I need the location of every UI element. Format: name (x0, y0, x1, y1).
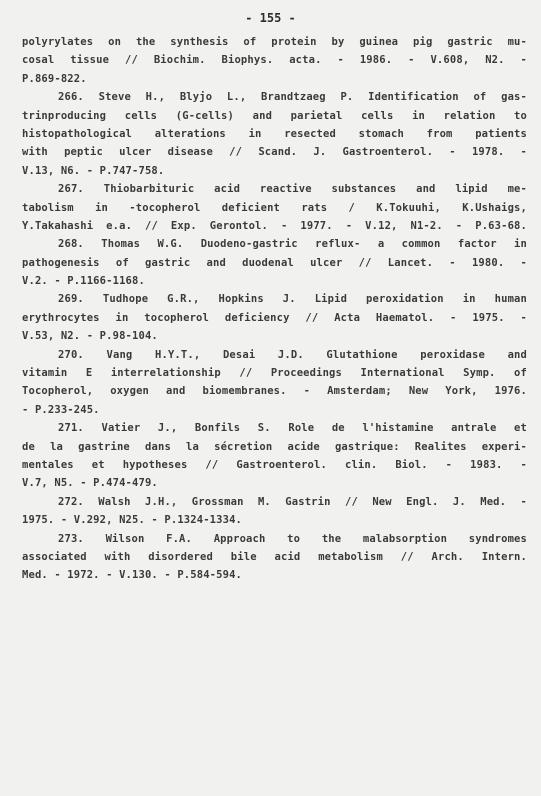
reference-list (22, 33, 527, 585)
reference-item (22, 180, 527, 235)
reference-line: pathogenesis of gastric and duodenal ulcer // Lancet. - 1980. - (22, 256, 527, 269)
reference-item (22, 346, 527, 420)
reference-item (22, 88, 527, 180)
reference-item (22, 530, 527, 585)
reference-line: 270. Vang H.Y.T., Desai J.D. Glutathione peroxidase and (58, 348, 527, 361)
reference-line: - P.233-245. (22, 403, 100, 416)
reference-item-continued (22, 33, 527, 88)
reference-line: 271. Vatier J., Bonfils S. Role de l'histamine antrale et (58, 422, 527, 435)
reference-line: 1975. - V.292, N25. - P.1324-1334. (22, 514, 243, 527)
reference-line: V.7, N5. - P.474-479. (22, 477, 158, 490)
reference-item (22, 493, 527, 530)
reference-line: de la gastrine dans la sécretion acide gastrique: Realites experi- (22, 440, 527, 453)
reference-line: V.2. - P.1166-1168. (22, 275, 145, 288)
reference-item (22, 419, 527, 493)
reference-line: cosal tissue // Biochim. Biophys. acta. - 1986. - V.608, N2. - (22, 54, 527, 67)
reference-line: Med. - 1972. - V.130. - P.584-594. (22, 569, 243, 582)
reference-line: 266. Steve H., Blyjo L., Brandtzaeg P. Identification of gas- (58, 91, 527, 104)
reference-item (22, 290, 527, 345)
reference-line: associated with disordered bile acid metabolism // Arch. Intern. (22, 550, 527, 563)
reference-line: V.13, N6. - P.747-758. (22, 164, 165, 177)
reference-line: 269. Tudhope G.R., Hopkins J. Lipid peroxidation in human (58, 293, 527, 306)
reference-line: polyrylates on the synthesis of protein by guinea pig gastric mu- (22, 36, 527, 48)
reference-line: 273. Wilson F.A. Approach to the malabsorption syndromes (58, 532, 527, 545)
reference-line: tabolism in -tocopherol deficient rats / K.Tokuuhi, K.Ushaigs, (22, 201, 527, 214)
reference-line: mentales et hypotheses // Gastroenterol. clin. Biol. - 1983. - (22, 458, 527, 471)
reference-line: Tocopherol, oxygen and biomembranes. - Amsterdam; New York, 1976. (22, 385, 527, 398)
reference-line: P.869-822. (22, 72, 87, 85)
reference-line: histopathological alterations in resected stomach from patients (22, 127, 527, 140)
reference-line: V.53, N2. - P.98-104. (22, 330, 158, 343)
reference-line: 272. Walsh J.H., Grossman M. Gastrin // New Engl. J. Med. - (58, 495, 527, 508)
reference-line: with peptic ulcer disease // Scand. J. Gastroenterol. - 1978. - (22, 146, 527, 159)
reference-line: Y.Takahashi e.a. // Exp. Gerontol. - 1977. - V.12, N1-2. - P.63-68. (22, 219, 527, 232)
reference-line: vitamin E interrelationship // Proceedings International Symp. of (22, 367, 527, 380)
reference-line: trinproducing cells (G-cells) and parietal cells in relation to (22, 109, 527, 122)
page-number: - 155 - (245, 11, 296, 25)
reference-line: 267. Thiobarbituric acid reactive substances and lipid me- (58, 183, 527, 196)
reference-line: 268. Thomas W.G. Duodeno-gastric reflux- a common factor in (58, 238, 527, 251)
reference-line: erythrocytes in tocopherol deficiency // Acta Haematol. - 1975. - (22, 311, 527, 324)
reference-item (22, 235, 527, 290)
